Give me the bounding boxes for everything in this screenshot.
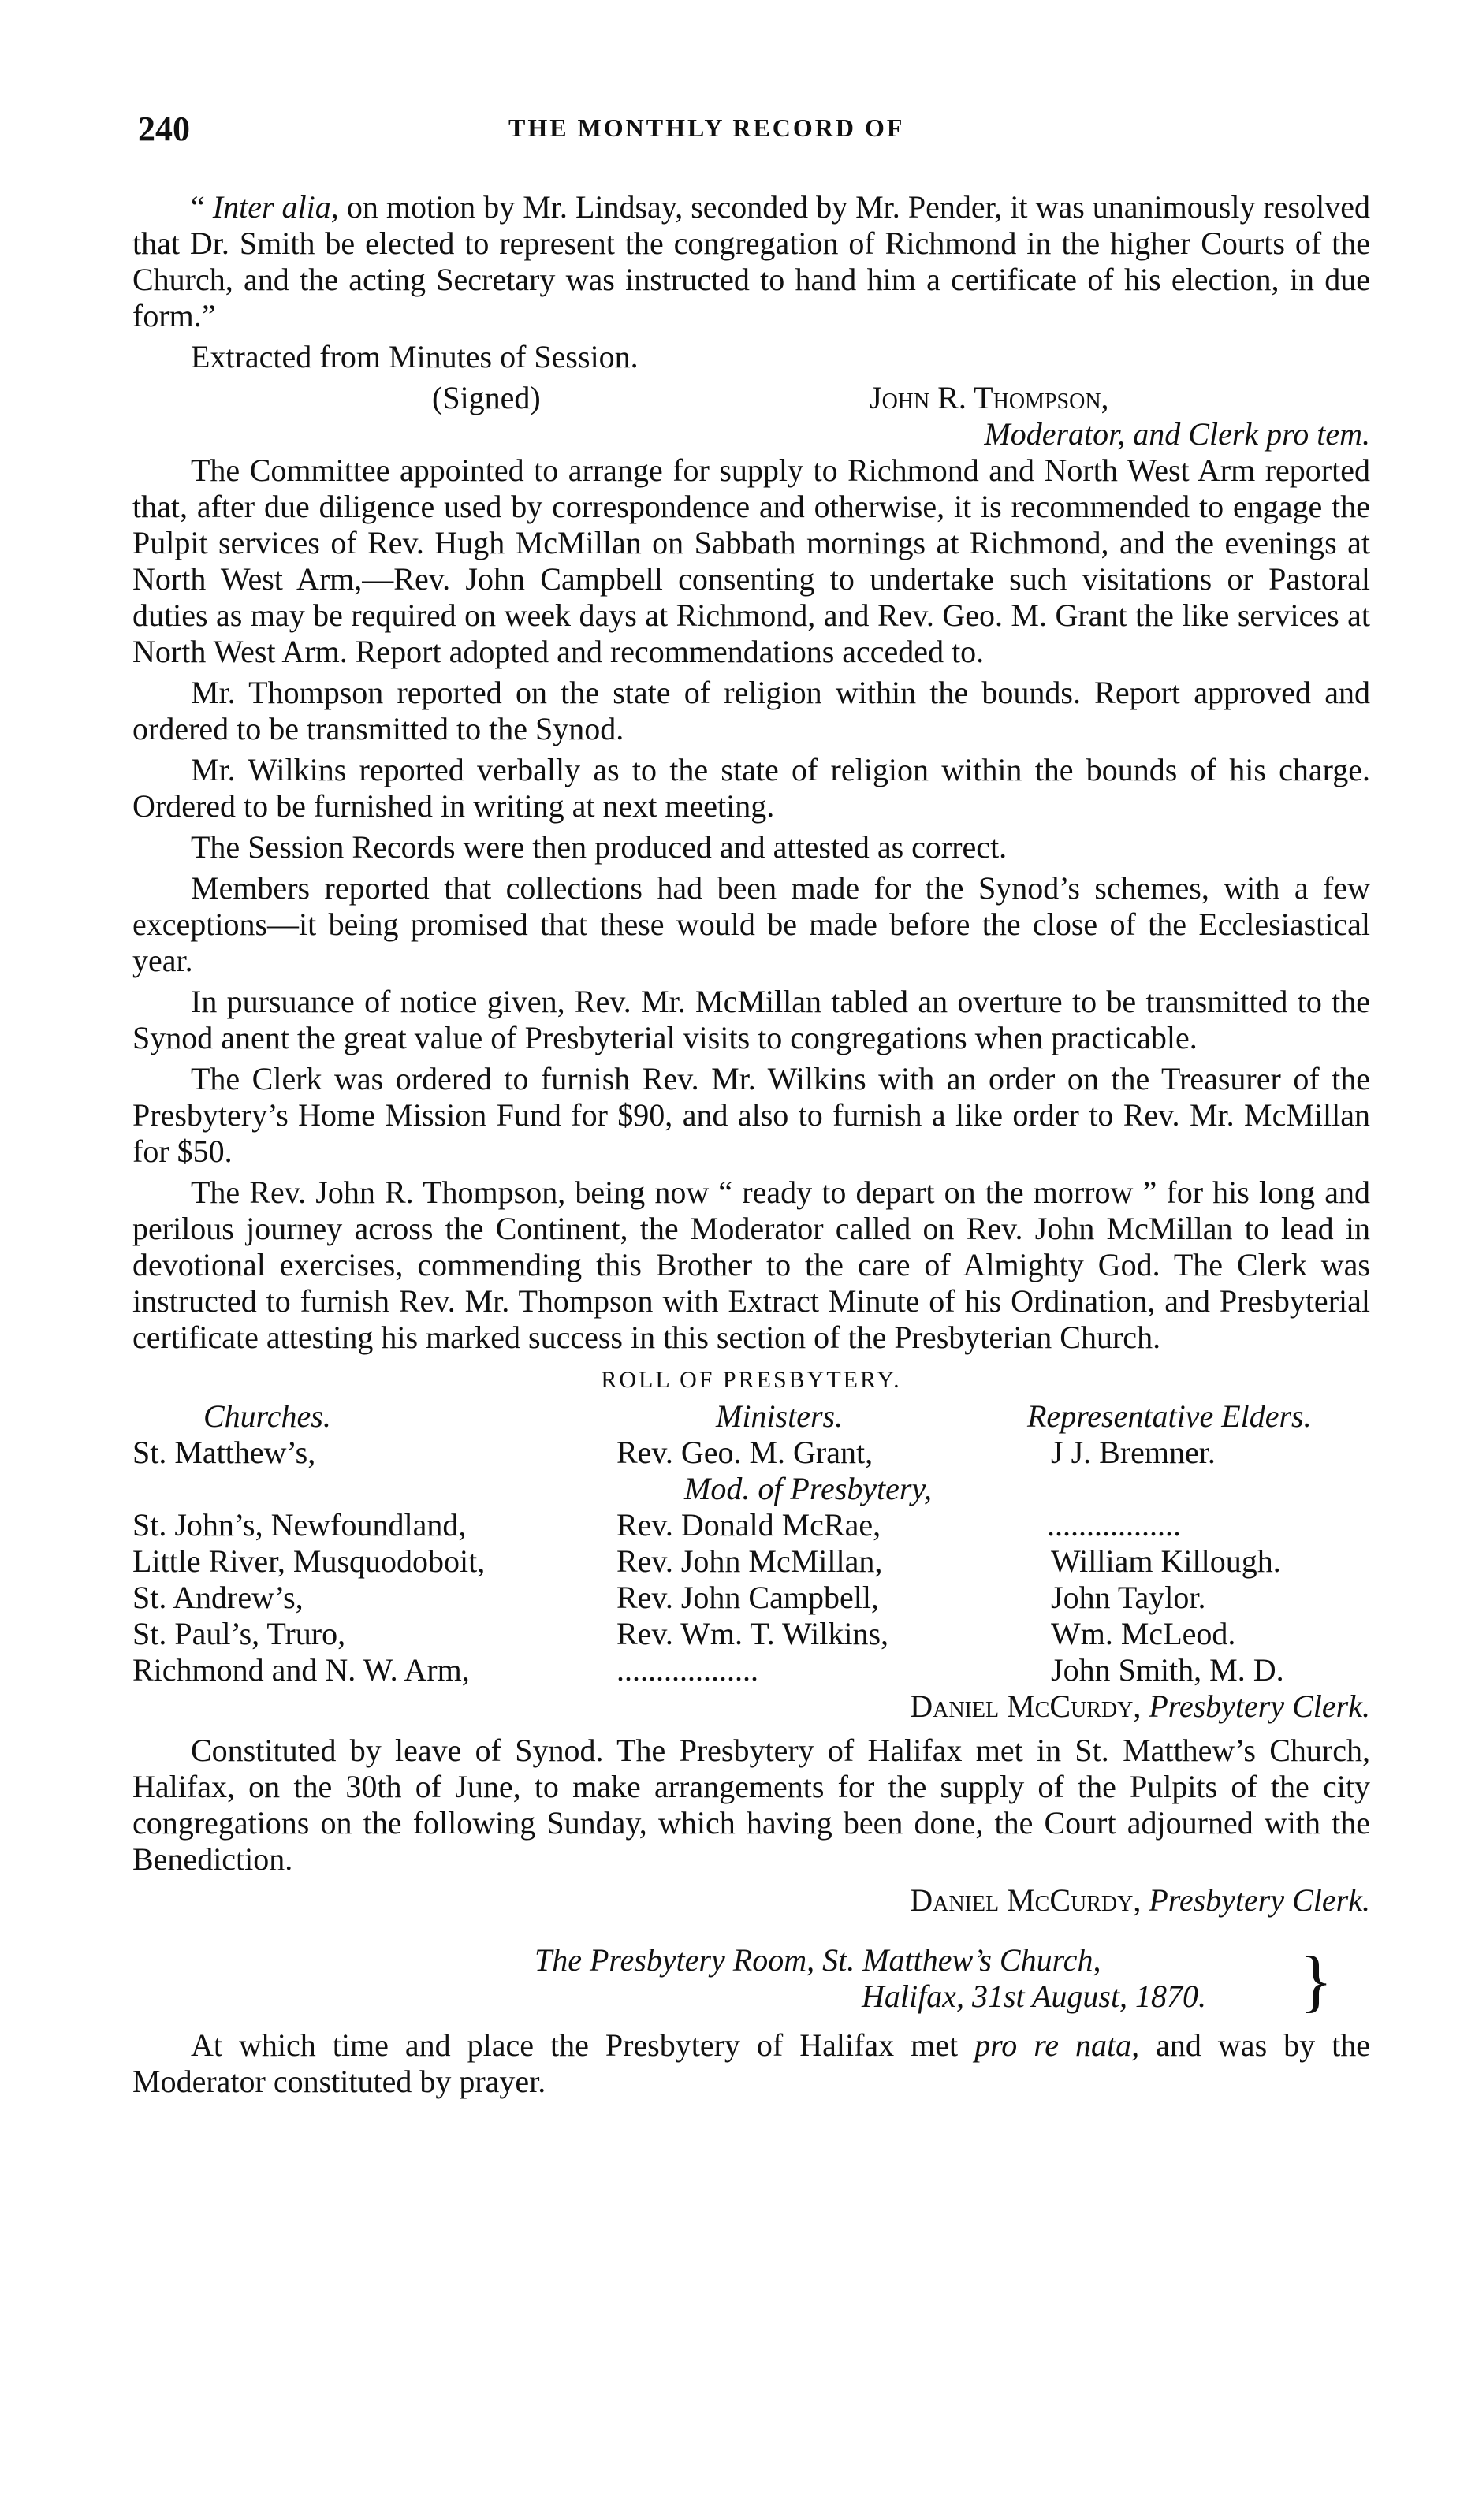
clerk-title: Presbytery Clerk. (1149, 1688, 1370, 1724)
running-head: THE MONTHLY RECORD OF (508, 114, 905, 142)
roll-row (132, 1616, 1370, 1652)
roll-elder: ................. (1047, 1507, 1181, 1543)
thompson-departure-paragraph: The Rev. John R. Thompson, being now “ ready to depart on the morrow ” for his long and perilous journey across the Continent, the Moderator called on Rev. John McMillan to lead in devotional exercises, commending this Brother to the care of Almighty God. The Clerk was instructed to furnish Rev. Mr. Thompson with Extract Minute of his Ordination, and Presbyterial certificate attesting his marked success in this section of the Presbyterian Church. (132, 1174, 1370, 1355)
pro-re-nata: pro re nata, (974, 2027, 1140, 2063)
collections-paragraph: Members reported that collections had been made for the Synod’s schemes, with a few exceptions—it being promised that these would be made before the close of the Ecclesiastical year. (132, 870, 1370, 978)
roll-church: St. Andrew’s, (132, 1580, 304, 1615)
roll-minister: Rev. Wm. T. Wilkins, (616, 1616, 889, 1651)
roll-of-presbytery (132, 1398, 1370, 1769)
final-after: and was by the Moderator constituted by prayer. (132, 2027, 1370, 2099)
signed-label: (Signed) (432, 380, 541, 415)
roll-minister: Rev. John Campbell, (616, 1580, 879, 1615)
clerk-title: Presbytery Clerk. (1149, 1882, 1370, 1918)
roll-church: St. John’s, Newfoundland, (132, 1507, 467, 1543)
committee-paragraph: The Committee appointed to arrange for supply to Richmond and North West Arm reported that, after due diligence used by correspondence and otherwise, it is recommended to engage the Pulpit services of Rev. Hugh McMillan on Sabbath mornings at Richmond, and the evenings at North West Arm,—Rev. John Campbell consenting to undertake such visitations or Pastoral duties as may be required on week days at Richmond, and Rev. Geo. M. Grant the like services at North West Arm. Report adopted and recommendations acceded to. (132, 452, 1370, 669)
column-header-elders: Representative Elders. (1027, 1398, 1312, 1434)
quote-text: on motion by Mr. Lindsay, seconded by Mr. Pender, it was unanimously resolved that Dr. Smith be elected to represent the congregation of Richmond in the higher Courts of the Church, and the acting Secretary was instructed to hand him a certificate of his election, in due form.” (132, 189, 1370, 333)
final-paragraph (132, 2027, 1370, 2100)
meeting-date: Halifax, 31st August, 1870. (862, 1978, 1207, 2014)
brace-mark: } (1299, 1943, 1333, 2019)
constituted-paragraph: Constituted by leave of Synod. The Presbytery of Halifax met in St. Matthew’s Church, Halifax, on the 30th of June, to make arrangements for the supply of the Pulpits of the city congregations on the following Sunday, which having been done, the Court adjourned with the Benediction. (132, 1733, 1370, 1877)
thompson-report-paragraph: Mr. Thompson reported on the state of religion within the bounds. Report approved and ordered to be transmitted to the Synod. (132, 675, 1370, 746)
roll-minister: Rev. Donald McRae, (616, 1507, 881, 1543)
inter-alia: Inter alia, (212, 189, 339, 225)
overture-paragraph: In pursuance of notice given, Rev. Mr. McMillan tabled an overture to be transmitted to the Synod anent the great value of Presbyterial visits to congregations when practicable. (132, 984, 1370, 1055)
roll-elder: John Smith, M. D. (1051, 1652, 1284, 1688)
roll-elder: John Taylor. (1051, 1580, 1206, 1615)
roll-row (132, 1543, 1370, 1580)
roll-church: St. Matthew’s, (132, 1435, 316, 1470)
meeting-place: The Presbytery Room, St. Matthew’s Church, (535, 1942, 1101, 1978)
roll-church: Richmond and N. W. Arm, (132, 1652, 470, 1688)
page-header (138, 109, 1368, 156)
roll-minister: Rev. John McMillan, (616, 1543, 883, 1579)
final-before: At which time and place the Presbytery of Halifax met (191, 2027, 975, 2063)
roll-minister: .................. (616, 1652, 758, 1688)
roll-row (132, 1652, 1370, 1688)
moderator-note: Mod. of Presbytery, (684, 1471, 933, 1506)
signatory-title: Moderator, and Clerk pro tem. (984, 416, 1370, 452)
clerk-name: Daniel McCurdy, (910, 1688, 1142, 1724)
session-records-paragraph: The Session Records were then produced and attested as correct. (191, 829, 1008, 865)
roll-heading: ROLL OF PRESBYTERY. (601, 1367, 902, 1393)
signature-block (132, 380, 1370, 452)
clerk-order-paragraph: The Clerk was ordered to furnish Rev. Mr. Wilkins with an order on the Treasurer of the Presbytery’s Home Mission Fund for $90, and also to furnish a like order to Rev. Mr. McMillan for $50. (132, 1061, 1370, 1169)
page-body (132, 189, 1370, 2105)
extracted-line: Extracted from Minutes of Session. (191, 339, 639, 374)
signatory-name: John R. Thompson, (870, 380, 1109, 415)
wilkins-report-paragraph: Mr. Wilkins reported verbally as to the state of religion within the bounds of his charge. Ordered to be furnished in writing at next meeting. (132, 752, 1370, 824)
roll-minister: Rev. Geo. M. Grant, (616, 1435, 873, 1470)
column-header-churches: Churches. (203, 1398, 331, 1434)
minute-quote-paragraph (132, 189, 1370, 334)
roll-church: St. Paul’s, Truro, (132, 1616, 346, 1651)
roll-row (132, 1435, 1370, 1471)
roll-elder: J J. Bremner. (1051, 1435, 1216, 1470)
roll-elder: William Killough. (1051, 1543, 1281, 1579)
quote-open: “ (191, 189, 213, 225)
clerk-signature (132, 1882, 1370, 1919)
roll-church: Little River, Musquodoboit, (132, 1543, 486, 1579)
page-number: 240 (138, 110, 190, 148)
roll-row (132, 1507, 1370, 1543)
roll-elder: Wm. McLeod. (1051, 1616, 1236, 1651)
roll-row (132, 1580, 1370, 1616)
clerk-name: Daniel McCurdy, (910, 1882, 1142, 1918)
clerk-signature (132, 1688, 1370, 1725)
column-header-ministers: Ministers. (716, 1398, 844, 1434)
place-and-date (132, 1942, 1370, 2027)
